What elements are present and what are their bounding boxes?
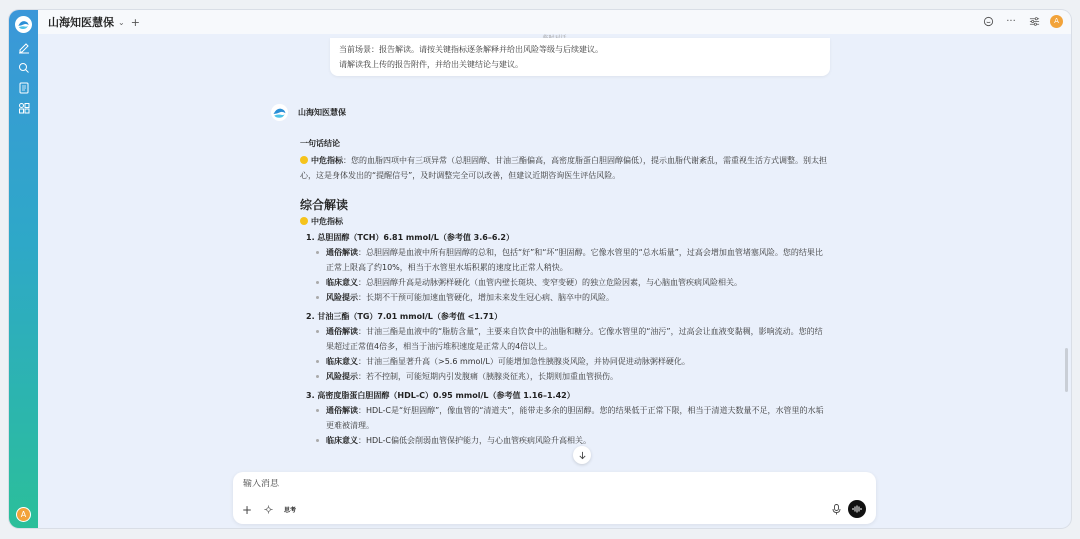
edit-icon[interactable] — [16, 40, 31, 55]
bullet-text: ：甘油三酯是血液中的“脂肪含量”，主要来自饮食中的油脂和糖分。它像水管里的“油污”，过高会让血液变黏稠，影响流动。您的结果超过正常值4倍多，相当于油污堆积速度是正常人的4倍以上。 — [326, 327, 823, 351]
indicator-title: 3. 高密度脂蛋白胆固醇（HDL-C）0.95 mmol/L（参考值 1.16–1.42） — [306, 391, 575, 400]
indicator-item — [300, 388, 830, 448]
warning-dot-icon — [300, 156, 308, 164]
document-icon[interactable] — [16, 80, 31, 95]
bullet-label: 风险提示 — [326, 372, 358, 381]
bullet-text: ：总胆固醇是血液中所有胆固醇的总和，包括“好”和“坏”胆固醇。它像水管里的“总水垢量”，过高会增加血管堵塞风险。您的结果比正常上限高了约10%，相当于水管里水垢积累的速度比正常人稍快。 — [326, 248, 823, 272]
risk-label-row — [300, 214, 830, 229]
warning-dot-icon — [300, 217, 308, 225]
sidebar-rail — [9, 10, 38, 528]
new-chat-plus-icon[interactable]: + — [130, 15, 140, 29]
think-toggle-label[interactable]: 思考 — [284, 507, 297, 514]
top-avatar[interactable]: A — [1050, 15, 1063, 28]
user-message-line: 请解读我上传的报告附件，并给出关键结论与建议。 — [339, 60, 523, 69]
settings-sliders-icon[interactable] — [1027, 14, 1041, 28]
microphone-icon[interactable] — [832, 504, 841, 518]
bullet-label: 风险提示 — [326, 293, 358, 302]
indicator-bullet — [300, 275, 830, 290]
indicator-bullet — [300, 403, 830, 433]
bullet-label: 通俗解读 — [326, 248, 358, 257]
top-bar — [38, 10, 1071, 34]
bullet-text: ：长期不干预可能加速血管硬化，增加未来发生冠心病、脑卒中的风险。 — [358, 293, 614, 302]
top-right-actions — [981, 14, 1063, 28]
summary-heading: 一句话结论 — [300, 139, 340, 148]
indicator-item — [300, 309, 830, 384]
chat-bubble-icon[interactable] — [981, 14, 995, 28]
bullet-text: ：总胆固醇升高是动脉粥样硬化（血管内壁长斑块、变窄变硬）的独立危险因素，与心脑血管疾病风险相关。 — [358, 278, 742, 287]
attach-plus-button[interactable]: + — [242, 503, 253, 517]
user-message-line: 当前场景：报告解读。请按关键指标逐条解释并给出风险等级与后续建议。 — [339, 45, 603, 54]
bullet-label: 通俗解读 — [326, 406, 358, 415]
message-input[interactable] — [243, 479, 643, 489]
bullet-text: ：甘油三酯显著升高（>5.6 mmol/L）可能增加急性胰腺炎风险，并协同促进动脉粥样硬化。 — [358, 357, 690, 366]
indicator-bullet — [300, 324, 830, 354]
assistant-logo-icon — [271, 104, 288, 121]
more-icon[interactable]: ··· — [1006, 15, 1016, 27]
bullet-text: ：HDL-C是“好胆固醇”，像血管的“清道夫”，能带走多余的胆固醇。您的结果低于正常下限，相当于清道夫数量不足，水管里的水垢更难被清理。 — [326, 406, 824, 430]
app-title[interactable]: 山海知医慧保 — [48, 16, 114, 29]
think-icon[interactable] — [264, 505, 273, 517]
scroll-down-button[interactable] — [573, 446, 591, 464]
indicator-bullet — [300, 369, 830, 384]
indicator-item — [300, 230, 830, 305]
assistant-header — [271, 102, 841, 122]
bullet-text: ：HDL-C偏低会削弱血管保护能力，与心血管疾病风险升高相关。 — [358, 436, 591, 445]
assistant-name: 山海知医慧保 — [298, 107, 346, 117]
section-title: 综合解读 — [300, 198, 349, 212]
indicator-bullet — [300, 354, 830, 369]
app-window — [9, 10, 1071, 528]
message-composer — [233, 472, 876, 524]
risk-label: 中危指标 — [311, 217, 343, 226]
bullet-label: 临床意义 — [326, 436, 358, 445]
bullet-label: 通俗解读 — [326, 327, 358, 336]
chevron-down-icon[interactable]: ⌄ — [118, 17, 125, 27]
voice-waveform-button[interactable] — [848, 500, 866, 518]
search-icon[interactable] — [16, 60, 31, 75]
summary-text: ：您的血脂四项中有三项异常（总胆固醇、甘油三酯偏高，高密度脂蛋白胆固醇偏低），提示血脂代谢紊乱，需重视生活方式调整。别太担心，这是身体发出的“提醒信号”，及时调整完全可以改善，但建议近期咨询医生评估风险。 — [300, 156, 827, 180]
bullet-text: ：若不控制，可能短期内引发腹痛（胰腺炎征兆），长期则加重血管损伤。 — [358, 372, 618, 381]
assistant-answer — [271, 102, 841, 445]
user-message-card — [330, 38, 830, 76]
summary-paragraph — [300, 153, 830, 183]
app-logo-icon[interactable] — [15, 16, 32, 33]
bullet-label: 临床意义 — [326, 357, 358, 366]
user-avatar[interactable]: A — [16, 507, 31, 522]
indicator-bullet — [300, 290, 830, 305]
main-area — [38, 10, 1071, 528]
scrollbar-thumb[interactable] — [1065, 348, 1068, 392]
summary-label: 中危指标 — [311, 156, 343, 165]
answer-body — [300, 138, 830, 448]
indicator-bullet — [300, 245, 830, 275]
indicator-title: 2. 甘油三酯（TG）7.01 mmol/L（参考值 <1.71） — [306, 312, 503, 321]
indicator-title: 1. 总胆固醇（TCH）6.81 mmol/L（参考值 3.6–6.2） — [306, 233, 514, 242]
bullet-label: 临床意义 — [326, 278, 358, 287]
apps-icon[interactable] — [16, 100, 31, 115]
indicator-bullet — [300, 433, 830, 448]
